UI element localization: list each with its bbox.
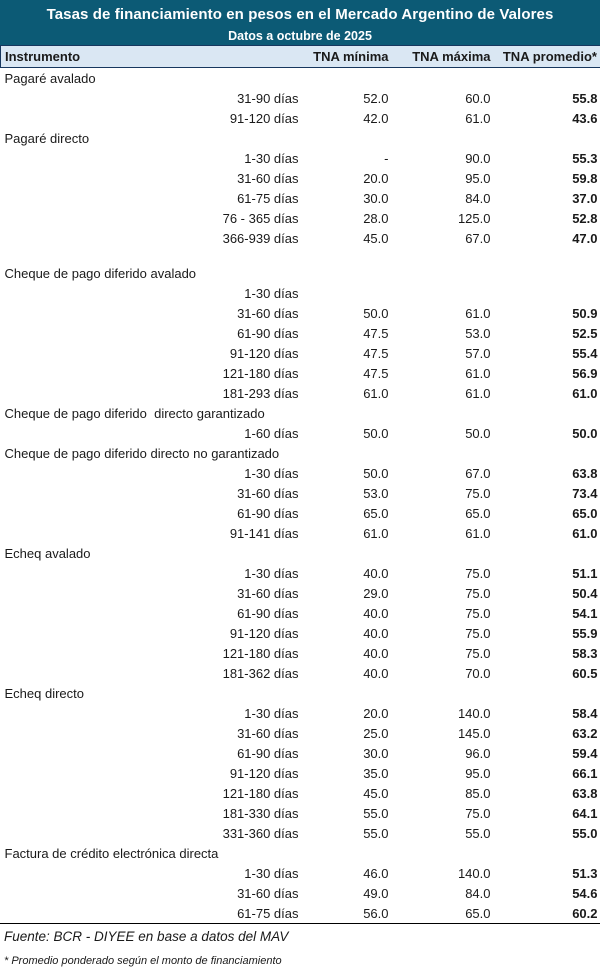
tna-minima-cell: 40.0 [363, 605, 389, 621]
section-label: Pagaré avalado [4, 70, 96, 86]
tna-promedio-cell: 52.5 [572, 325, 598, 341]
source-note: Fuente: BCR - DIYEE en base a datos del MAV [0, 923, 600, 948]
tna-minima-cell: 40.0 [363, 565, 389, 581]
spacer-row [1, 248, 600, 263]
tna-minima-cell: 29.0 [363, 585, 389, 601]
tna-minima-cell: 20.0 [363, 705, 389, 721]
tna-minima-cell: 50.0 [363, 305, 389, 321]
tna-maxima-cell: 53.0 [465, 325, 491, 341]
term-cell: 61-90 días [237, 605, 299, 621]
term-cell: 331-360 días [222, 825, 299, 841]
tna-minima-cell: 45.0 [363, 785, 389, 801]
section-row [1, 263, 600, 283]
section-row [1, 443, 600, 463]
tna-maxima-cell: 84.0 [465, 885, 491, 901]
term-cell: 181-362 días [222, 665, 299, 681]
rates-grid [0, 45, 600, 923]
term-cell: 61-75 días [237, 190, 299, 206]
term-cell: 1-30 días [244, 465, 299, 481]
tna-promedio-cell: 61.0 [572, 385, 598, 401]
tna-minima-cell: 25.0 [363, 725, 389, 741]
tna-minima-cell: 47.5 [363, 325, 389, 341]
tna-maxima-cell: 57.0 [465, 345, 491, 361]
table-row [1, 563, 600, 583]
tna-maxima-cell: 67.0 [465, 230, 491, 246]
tna-promedio-cell: 47.0 [572, 230, 598, 246]
table-row [1, 88, 600, 108]
tna-maxima-cell: 75.0 [465, 605, 491, 621]
term-cell: 61-90 días [237, 505, 299, 521]
table-row [1, 423, 600, 443]
tna-minima-cell: 52.0 [363, 90, 389, 106]
tna-minima-cell: 40.0 [363, 625, 389, 641]
tna-minima-cell: 28.0 [363, 210, 389, 226]
tna-minima-cell: 49.0 [363, 885, 389, 901]
tna-maxima-cell: 75.0 [465, 625, 491, 641]
table-row [1, 643, 600, 663]
table-row [1, 168, 600, 188]
spacer-cell [1, 248, 600, 263]
table-row [1, 228, 600, 248]
tna-maxima-cell: 95.0 [465, 765, 491, 781]
table-row [1, 283, 600, 303]
table-row [1, 363, 600, 383]
term-cell: 1-60 días [244, 425, 299, 441]
term-cell: 1-30 días [244, 565, 299, 581]
tna-maxima-cell: 61.0 [465, 110, 491, 126]
term-cell: 31-60 días [237, 485, 299, 501]
tna-minima-cell: 61.0 [363, 525, 389, 541]
table-row [1, 303, 600, 323]
section-row [1, 843, 600, 863]
tna-maxima-cell: 95.0 [465, 170, 491, 186]
tna-promedio-cell: 63.8 [572, 785, 598, 801]
term-cell: 61-90 días [237, 325, 299, 341]
tna-promedio-cell: 54.6 [572, 885, 598, 901]
tna-maxima-cell: 140.0 [457, 705, 491, 721]
section-label: Cheque de pago diferido directo garantizado [4, 405, 265, 421]
term-cell: 76 - 365 días [222, 210, 299, 226]
section-row [1, 128, 600, 148]
tna-minima-cell: 46.0 [363, 865, 389, 881]
section-row [1, 68, 600, 89]
tna-promedio-cell: 55.3 [572, 150, 598, 166]
term-cell: 91-141 días [229, 525, 299, 541]
tna-promedio-cell: 55.4 [572, 345, 598, 361]
col-header-tna-minima: TNA mínima [301, 46, 389, 68]
table-row [1, 743, 600, 763]
term-cell: 31-60 días [237, 305, 299, 321]
tna-minima-cell: 56.0 [363, 905, 389, 921]
tna-maxima-cell: 67.0 [465, 465, 491, 481]
tna-maxima-cell: 61.0 [465, 525, 491, 541]
table-row [1, 583, 600, 603]
tna-maxima-cell: 90.0 [465, 150, 491, 166]
tna-maxima-cell: 140.0 [457, 865, 491, 881]
section-row [1, 543, 600, 563]
tna-promedio-cell: 54.1 [572, 605, 598, 621]
tna-promedio-cell: 43.6 [572, 110, 598, 126]
table-body [1, 68, 600, 924]
tna-maxima-cell [389, 283, 491, 303]
tna-promedio-cell: 64.1 [572, 805, 598, 821]
tna-minima-cell: 47.5 [363, 345, 389, 361]
tna-minima-cell: 35.0 [363, 765, 389, 781]
term-cell: 121-180 días [222, 365, 299, 381]
tna-promedio-cell [491, 283, 600, 303]
term-cell: 1-30 días [244, 285, 299, 301]
tna-minima-cell: 20.0 [363, 170, 389, 186]
table-row [1, 883, 600, 903]
tna-minima-cell: 42.0 [363, 110, 389, 126]
table-subtitle: Datos a octubre de 2025 [0, 29, 600, 45]
tna-maxima-cell: 61.0 [465, 305, 491, 321]
term-cell: 31-60 días [237, 725, 299, 741]
tna-maxima-cell: 84.0 [465, 190, 491, 206]
section-label: Echeq directo [4, 685, 84, 701]
tna-maxima-cell: 75.0 [465, 585, 491, 601]
table-row [1, 483, 600, 503]
tna-promedio-cell: 58.3 [572, 645, 598, 661]
col-header-tna-maxima: TNA máxima [389, 46, 491, 68]
table-row [1, 663, 600, 683]
tna-maxima-cell: 65.0 [465, 505, 491, 521]
term-cell: 31-60 días [237, 885, 299, 901]
tna-maxima-cell: 50.0 [465, 425, 491, 441]
section-row [1, 403, 600, 423]
tna-minima-cell: 53.0 [363, 485, 389, 501]
tna-promedio-cell: 58.4 [572, 705, 598, 721]
tna-promedio-cell: 55.8 [572, 90, 598, 106]
tna-promedio-cell: 37.0 [572, 190, 598, 206]
table-row [1, 763, 600, 783]
tna-promedio-cell: 73.4 [572, 485, 598, 501]
section-row [1, 683, 600, 703]
tna-maxima-cell: 61.0 [465, 365, 491, 381]
term-cell: 121-180 días [222, 785, 299, 801]
table-row [1, 803, 600, 823]
tna-maxima-cell: 85.0 [465, 785, 491, 801]
tna-promedio-cell: 65.0 [572, 505, 598, 521]
tna-maxima-cell: 65.0 [465, 905, 491, 921]
tna-promedio-cell: 56.9 [572, 365, 598, 381]
tna-promedio-cell: 59.8 [572, 170, 598, 186]
tna-promedio-cell: 51.3 [572, 865, 598, 881]
tna-promedio-cell: 51.1 [572, 565, 598, 581]
tna-maxima-cell: 125.0 [457, 210, 491, 226]
tna-maxima-cell: 75.0 [465, 805, 491, 821]
term-cell: 181-293 días [222, 385, 299, 401]
tna-promedio-cell: 55.9 [572, 625, 598, 641]
term-cell: 31-60 días [237, 170, 299, 186]
tna-promedio-cell: 66.1 [572, 765, 598, 781]
tna-minima-cell: - [384, 150, 389, 166]
table-row [1, 903, 600, 923]
table-row [1, 823, 600, 843]
table-row [1, 863, 600, 883]
table-row [1, 503, 600, 523]
tna-promedio-cell: 50.0 [572, 425, 598, 441]
tna-promedio-cell: 59.4 [572, 745, 598, 761]
section-label: Echeq avalado [4, 545, 91, 561]
tna-minima-cell: 61.0 [363, 385, 389, 401]
tna-minima-cell: 50.0 [363, 465, 389, 481]
section-label: Factura de crédito electrónica directa [4, 845, 219, 861]
tna-minima-cell: 40.0 [363, 665, 389, 681]
term-cell: 91-120 días [229, 110, 299, 126]
tna-minima-cell: 55.0 [363, 825, 389, 841]
tna-minima-cell: 30.0 [363, 745, 389, 761]
tna-minima-cell: 47.5 [363, 365, 389, 381]
tna-promedio-cell: 61.0 [572, 525, 598, 541]
table-row [1, 108, 600, 128]
term-cell: 31-60 días [237, 585, 299, 601]
term-cell: 366-939 días [222, 230, 299, 246]
tna-minima-cell [301, 283, 389, 303]
term-cell: 91-120 días [229, 765, 299, 781]
table-row [1, 703, 600, 723]
tna-minima-cell: 50.0 [363, 425, 389, 441]
tna-promedio-cell: 50.9 [572, 305, 598, 321]
term-cell: 1-30 días [244, 150, 299, 166]
term-cell: 91-120 días [229, 345, 299, 361]
tna-maxima-cell: 96.0 [465, 745, 491, 761]
tna-minima-cell: 65.0 [363, 505, 389, 521]
term-cell: 61-75 días [237, 905, 299, 921]
tna-maxima-cell: 55.0 [465, 825, 491, 841]
tna-promedio-cell: 63.2 [572, 725, 598, 741]
table-row [1, 463, 600, 483]
footnote: * Promedio ponderado según el monto de financiamiento [4, 955, 282, 967]
term-cell: 1-30 días [244, 705, 299, 721]
table-row [1, 323, 600, 343]
term-cell: 181-330 días [222, 805, 299, 821]
tna-promedio-cell: 60.5 [572, 665, 598, 681]
tna-maxima-cell: 61.0 [465, 385, 491, 401]
tna-minima-cell: 55.0 [363, 805, 389, 821]
table-title: Tasas de financiamiento en pesos en el Mercado Argentino de Valores [0, 0, 600, 29]
term-cell: 31-90 días [237, 90, 299, 106]
table-row [1, 623, 600, 643]
tna-minima-cell: 45.0 [363, 230, 389, 246]
header-row [1, 46, 600, 68]
table-row [1, 208, 600, 228]
table-row [1, 343, 600, 363]
table-row [1, 383, 600, 403]
tna-maxima-cell: 75.0 [465, 645, 491, 661]
col-header-instrumento: Instrumento [1, 46, 301, 68]
section-label: Pagaré directo [4, 130, 90, 146]
tna-promedio-cell: 50.4 [572, 585, 598, 601]
term-cell: 121-180 días [222, 645, 299, 661]
table-row [1, 523, 600, 543]
tna-promedio-cell: 60.2 [572, 905, 598, 921]
tna-maxima-cell: 70.0 [465, 665, 491, 681]
table-row [1, 723, 600, 743]
tna-promedio-cell: 63.8 [572, 465, 598, 481]
tna-promedio-cell: 55.0 [572, 825, 598, 841]
term-cell: 1-30 días [244, 865, 299, 881]
tna-maxima-cell: 145.0 [457, 725, 491, 741]
col-header-tna-promedio: TNA promedio* [491, 46, 600, 68]
tna-maxima-cell: 75.0 [465, 485, 491, 501]
section-label: Cheque de pago diferido directo no garantizado [4, 445, 280, 461]
table-row [1, 783, 600, 803]
term-cell: 91-120 días [229, 625, 299, 641]
tna-promedio-cell: 52.8 [572, 210, 598, 226]
tna-maxima-cell: 60.0 [465, 90, 491, 106]
tna-maxima-cell: 75.0 [465, 565, 491, 581]
tna-minima-cell: 40.0 [363, 645, 389, 661]
table-row [1, 603, 600, 623]
term-cell: 61-90 días [237, 745, 299, 761]
tna-minima-cell: 30.0 [363, 190, 389, 206]
section-label: Cheque de pago diferido avalado [4, 265, 197, 281]
table-row [1, 188, 600, 208]
table-row [1, 148, 600, 168]
